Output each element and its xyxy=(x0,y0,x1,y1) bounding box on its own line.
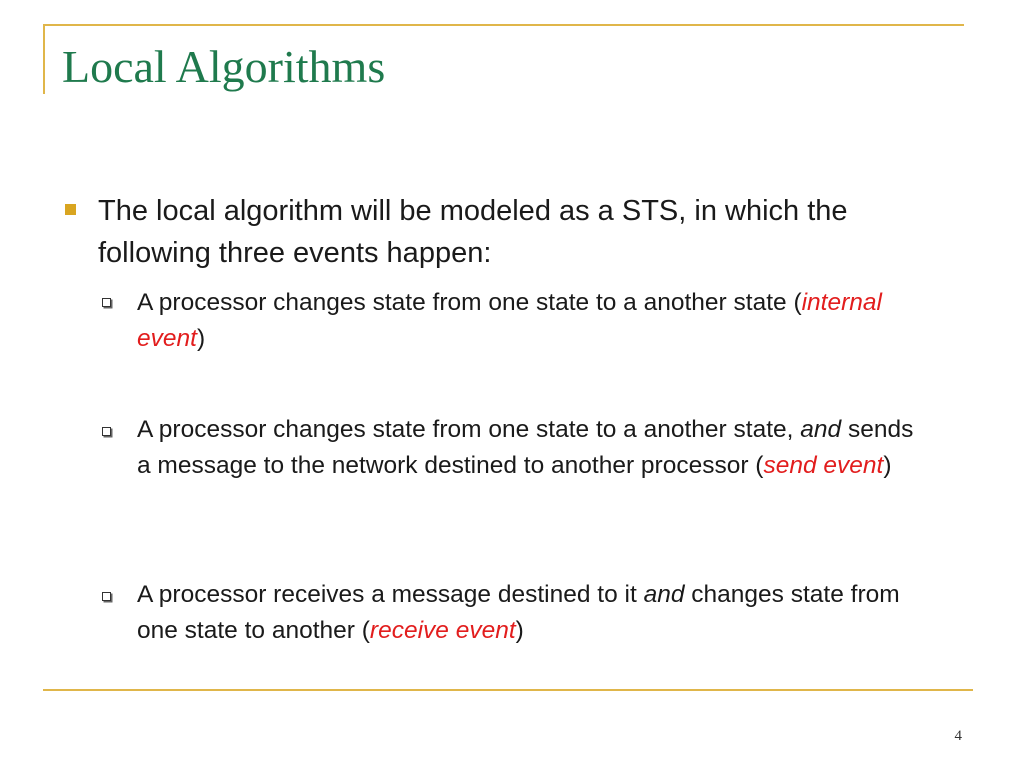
sub-bullet-text: ) xyxy=(196,325,206,352)
hollow-square-bullet-icon xyxy=(102,427,111,436)
sub-bullet-text: A processor receives a message destined to it xyxy=(137,581,644,608)
page-number: 4 xyxy=(954,728,962,744)
send-event-term: send event xyxy=(763,452,884,479)
square-bullet-icon xyxy=(65,204,76,215)
sub-bullet-text: ) xyxy=(515,617,524,644)
receive-event-term: receive event xyxy=(369,617,516,644)
sub-bullet-send-event xyxy=(137,412,927,484)
sub-bullet-text: A processor changes state from one state to a another state, xyxy=(137,416,801,443)
frame-left-rule xyxy=(43,24,45,94)
sub-bullet-text: A processor changes state from one state to a another state ( xyxy=(137,289,802,316)
main-bullet-text: The local algorithm will be modeled as a STS, in which the following three events happen: xyxy=(98,195,848,269)
and-emphasis: and xyxy=(800,416,842,443)
hollow-square-bullet-icon xyxy=(102,298,111,307)
sub-bullet-internal-event xyxy=(137,285,927,357)
sub-bullet-receive-event xyxy=(137,577,927,649)
frame-top-rule xyxy=(43,24,964,26)
slide-title: Local Algorithms xyxy=(62,41,386,92)
footer-rule xyxy=(43,689,973,691)
sub-bullet-text: sends a message to the network destined to another processor ( xyxy=(137,416,914,479)
hollow-square-bullet-icon xyxy=(102,592,111,601)
sub-bullet-text: changes state from one state to another ( xyxy=(137,581,900,644)
internal-event-term: internal event xyxy=(137,289,882,352)
sub-bullet-text: ) xyxy=(883,452,892,479)
and-emphasis: and xyxy=(643,581,685,608)
